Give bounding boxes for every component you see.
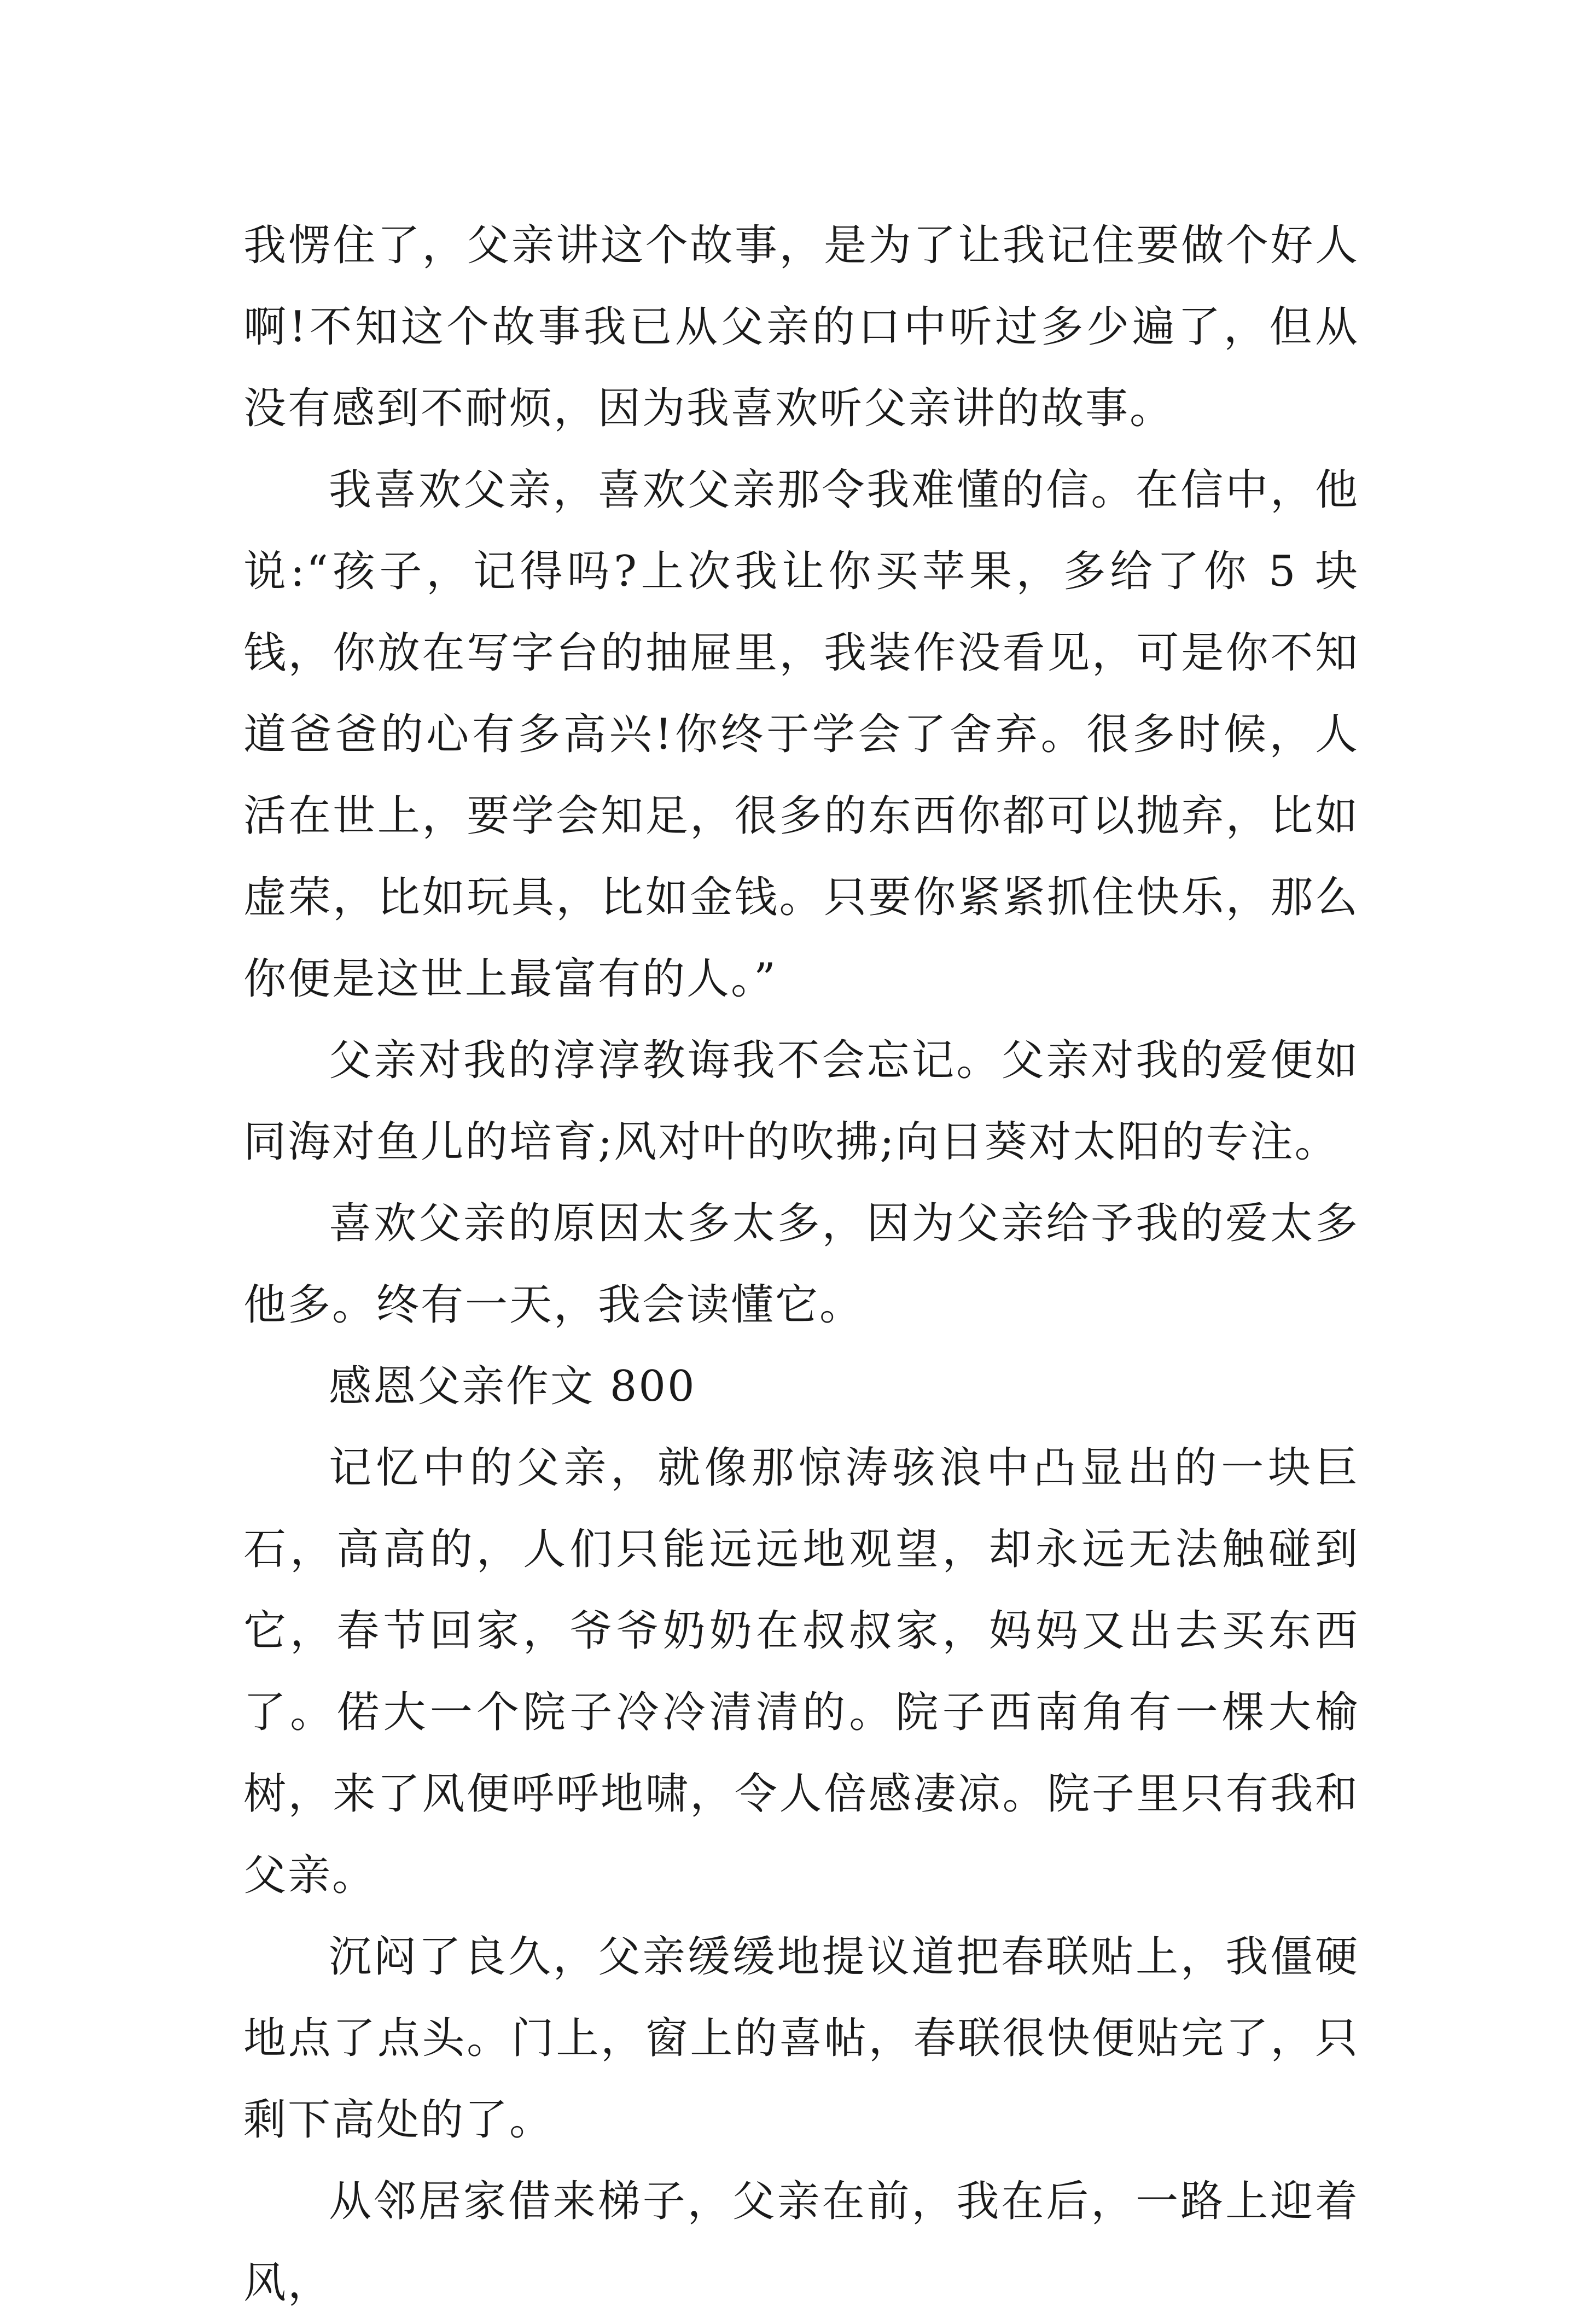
- section-heading: 感恩父亲作文 800: [329, 1362, 696, 1411]
- paragraph-1: 我愣住了，父亲讲这个故事，是为了让我记住要做个好人啊!不知这个故事我已从父亲的口中听过多少遍了，但从没有感到不耐烦，因为我喜欢听父亲讲的故事。: [243, 221, 1359, 433]
- paragraph-4: 喜欢父亲的原因太多太多，因为父亲给予我的爱太多他多。终有一天，我会读懂它。: [243, 1199, 1359, 1330]
- paragraph-2: 我喜欢父亲，喜欢父亲那令我难懂的信。在信中，他说:“孩子，记得吗?上次我让你买苹果，多给了你 5 块钱，你放在写字台的抽屉里，我装作没看见，可是你不知道爸爸的心有多高兴!你终于学会了舍弃。很多时候，人活在世上，要学会知足，很多的东西你都可以抛弃，比如虚荣，比如玩具，比如金钱。只要你紧紧抓住快乐，那么你便是这世上最富有的人。”: [243, 465, 1359, 1004]
- document-body: [243, 205, 1359, 2324]
- paragraph-7: 从邻居家借来梯子，父亲在前，我在后，一路上迎着风，: [243, 2177, 1359, 2308]
- paragraph-3: 父亲对我的淳淳教诲我不会忘记。父亲对我的爱便如同海对鱼儿的培育;风对叶的吹拂;向日葵对太阳的专注。: [243, 1036, 1359, 1167]
- paragraph-6: 沉闷了良久，父亲缓缓地提议道把春联贴上，我僵硬地点了点头。门上，窗上的喜帖，春联很快便贴完了，只剩下高处的了。: [243, 1932, 1359, 2145]
- paragraph-5: 记忆中的父亲，就像那惊涛骇浪中凸显出的一块巨石，高高的，人们只能远远地观望，却永远无法触碰到它，春节回家，爷爷奶奶在叔叔家，妈妈又出去买东西了。偌大一个院子冷冷清清的。院子西南角有一棵大榆树，来了风便呼呼地啸，令人倍感凄凉。院子里只有我和父亲。: [243, 1443, 1359, 1900]
